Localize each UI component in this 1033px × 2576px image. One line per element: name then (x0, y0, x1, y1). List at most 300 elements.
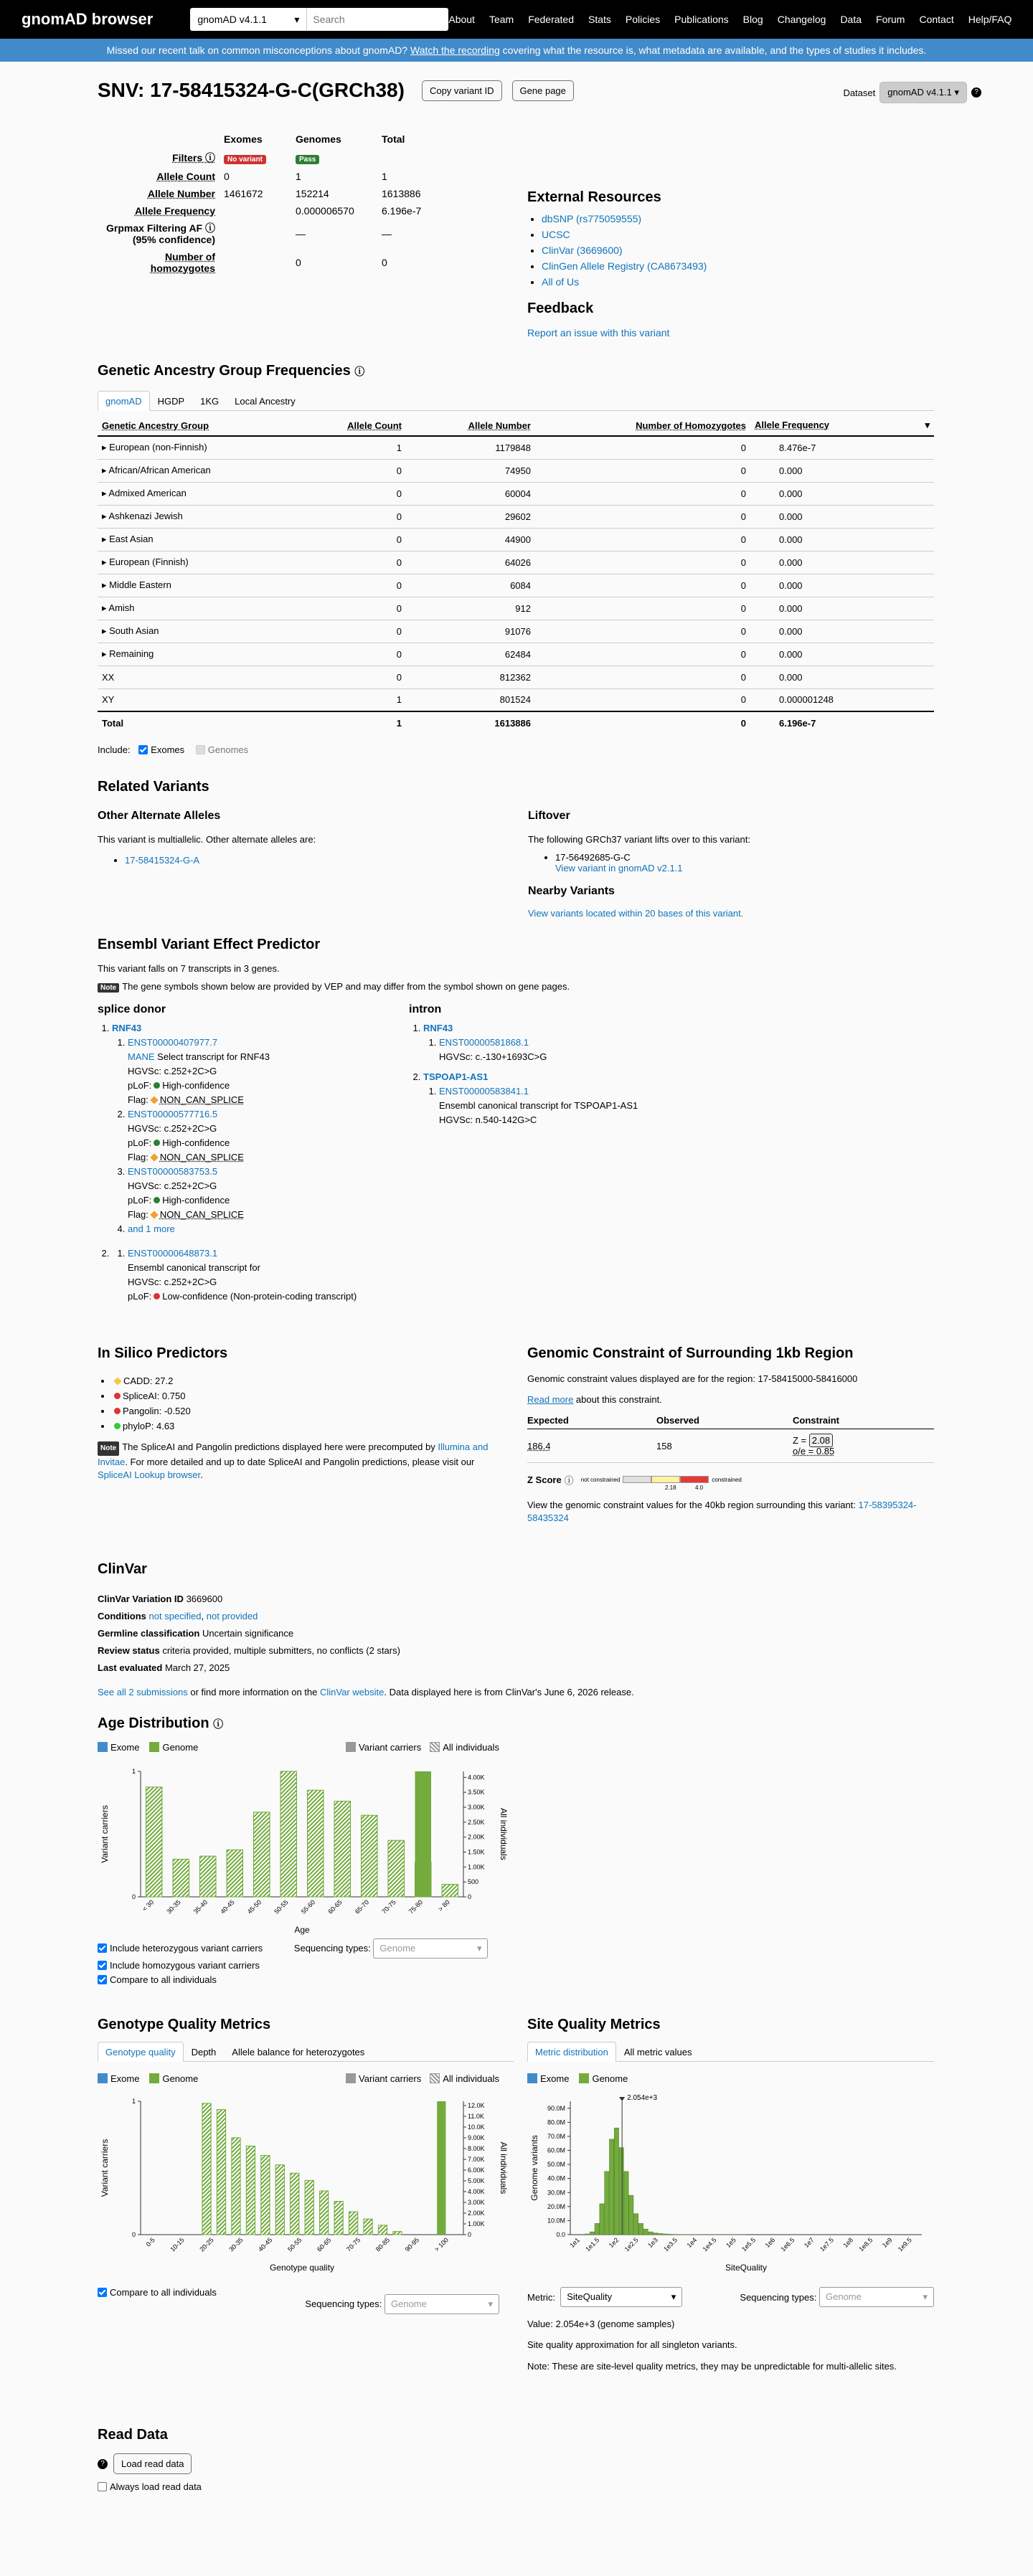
nav-policies[interactable]: Policies (625, 14, 661, 25)
group-name-cell: ▸ European (Finnish) (98, 551, 313, 574)
y-axis-label: Variant carriers (100, 1805, 110, 1863)
frequency-summary-table: Exomes Genomes Total Filters ⓘ No variant Pass Allele Count 0 1 1 Allele Number 1461672 152214 1613886 Allele Frequency 0.000006570 6.196e-7 Grpmax Filtering AF ⓘ (95% confidence) — — Number of homozygotes 0 0 (98, 131, 463, 277)
expand-icon[interactable]: ▸ (102, 579, 110, 590)
y-tick-label: 60.0M (547, 2146, 565, 2154)
y2-tick-label: 8.00K (468, 2145, 485, 2152)
condition-link[interactable]: not specified (148, 1611, 202, 1621)
tab-allele-balance[interactable]: Allele balance for heterozygotes (232, 2047, 365, 2058)
value-cell: 0 (313, 459, 406, 482)
x-tick-label: 40-45 (219, 1898, 236, 1916)
total-cell: 1 (313, 711, 406, 734)
include-homozygous-checkbox[interactable] (98, 1961, 107, 1970)
x-tick-label: 65-70 (353, 1898, 371, 1916)
help-icon[interactable]: ? (971, 87, 981, 98)
sq-sequencing-type-select[interactable]: Genome ▾ (819, 2287, 934, 2307)
read-more-link[interactable]: Read more (527, 1394, 574, 1405)
group-name-cell: ▸ European (non-Finnish) (98, 436, 313, 459)
transcript-link[interactable]: ENST00000583841.1 (439, 1086, 529, 1097)
transcript-link[interactable]: ENST00000407977.7 (128, 1037, 218, 1048)
predictor-flag-icon (113, 1377, 121, 1385)
expand-icon[interactable]: ▸ (102, 602, 109, 613)
y2-tick-label: 4.00K (468, 1774, 485, 1781)
y-tick-label: 90.0M (547, 2104, 565, 2112)
expand-icon[interactable]: ▸ (102, 557, 110, 567)
transcript-link[interactable]: ENST00000577716.5 (128, 1109, 218, 1119)
help-icon[interactable]: ⓘ (354, 366, 365, 377)
gq-sequencing-type-select[interactable]: Genome ▾ (385, 2294, 499, 2314)
expand-icon[interactable]: ▸ (102, 442, 110, 453)
y-tick-label: 40.0M (547, 2174, 565, 2182)
include-exomes-checkbox[interactable] (138, 745, 148, 754)
value-cell: 0 (313, 620, 406, 643)
dataset-select[interactable]: gnomAD v4.1.1 ▾ (190, 8, 307, 31)
x-axis-label: Genotype quality (269, 2263, 335, 2273)
exome-legend-swatch (98, 2073, 108, 2083)
x-tick-label: 30-35 (227, 2236, 245, 2253)
include-heterozygous-checkbox[interactable] (98, 1943, 107, 1953)
all-individuals-bar (254, 1812, 270, 1897)
value-marker-icon (619, 2097, 625, 2101)
exome-legend-swatch (98, 1742, 108, 1752)
spliceai-lookup-link[interactable]: SpliceAI Lookup browser (98, 1469, 201, 1480)
nearby-variants-link[interactable]: View variants located within 20 bases of this variant. (528, 908, 744, 919)
site-quality-section: Site Quality Metrics Metric distribution All metric values Exome Genome 0.0 10.0M 20.0M 30.0M 40.0M 50.0M 60.0M 70.0M 80.0M 90.0M 2.054e+3 1e1 1e1.5 1e2 1e2.5 1e3 1e3.5 1e4 1e4.5 1e5 1e5.5 1e6 1e6.5 1e7 1e7.5 1e8 1e8.5 1e9 1e9.5 SiteQuality Genome variants Metric: SiteQuality ▾ Sequencing types: Genome ▾ Value: 2.054e+3 (genome samples) Site quality approximation for all singleton variants. Note: These are site-level quality metrics, they may be unpredictable for multi-allelic sites. (527, 2017, 934, 2373)
clingen-link[interactable]: ClinGen Allele Registry (CA8673493) (542, 260, 707, 272)
search-input[interactable] (307, 9, 448, 30)
group-name-cell: ▸ South Asian (98, 620, 313, 643)
group-name-cell: XX (98, 666, 313, 688)
y2-tick-label: 5.00K (468, 2177, 485, 2184)
y2-tick-label: 3.00K (468, 2199, 485, 2206)
predictor-flag-icon (114, 1393, 121, 1399)
announcement-banner: Missed our recent talk on common misconceptions about gnomAD? Watch the recording covering what the resource is, what metadata are available, and the types of studies it includes. (0, 39, 1033, 62)
value-cell: 0.000 (750, 528, 934, 551)
nav-publications[interactable]: Publications (674, 14, 729, 25)
high-confidence-icon (154, 1140, 160, 1146)
value-cell: 0.000 (750, 459, 934, 482)
y-tick-label: 20.0M (547, 2202, 565, 2210)
value-cell: 0 (313, 666, 406, 688)
x-tick-label: 75-80 (407, 1898, 425, 1916)
value-cell: 6084 (406, 574, 535, 597)
table-row[interactable] (98, 620, 934, 643)
all-individuals-bar (362, 1815, 378, 1897)
all-submissions-link[interactable]: See all 2 submissions (98, 1687, 188, 1697)
expand-icon[interactable]: ▸ (102, 465, 109, 475)
col-homozygotes[interactable]: Number of Homozygotes (535, 415, 750, 436)
genome-legend-swatch (149, 2073, 159, 2083)
site-quality-bar (643, 2229, 648, 2235)
table-row[interactable] (98, 436, 934, 459)
value-cell: 0 (313, 643, 406, 666)
x-tick-label: 1e3 (646, 2236, 659, 2250)
nav-about[interactable]: About (448, 14, 475, 25)
high-confidence-icon (154, 1082, 160, 1089)
gene-link-rnf43[interactable]: RNF43 (112, 1023, 142, 1033)
warning-icon (150, 1096, 158, 1104)
liftover-link[interactable]: View variant in gnomAD v2.1.1 (555, 863, 683, 873)
group-name-cell: ▸ Middle Eastern (98, 574, 313, 597)
age-histogram (98, 1757, 514, 1936)
x-tick-label: 1e3.5 (662, 2236, 679, 2253)
col-allele-frequency[interactable]: Allele Frequency ▾ (750, 415, 934, 436)
table-row[interactable] (98, 666, 934, 688)
value-cell: 0 (535, 688, 750, 711)
all-individuals-legend-swatch (430, 1742, 440, 1752)
tab-1kg[interactable]: 1KG (200, 396, 220, 407)
tab-hgdp[interactable]: HGDP (157, 396, 185, 407)
col-allele-number[interactable]: Allele Number (406, 415, 535, 436)
warning-icon (150, 1153, 158, 1161)
variant-header (98, 79, 574, 102)
table-row[interactable] (98, 643, 934, 666)
y2-tick-label: 6.00K (468, 2167, 485, 2174)
dataset-switcher: Dataset gnomAD v4.1.1 ▾ ? (843, 82, 981, 103)
site-logo[interactable]: gnomAD browser (22, 10, 154, 28)
tab-all-metric-values[interactable]: All metric values (623, 2047, 692, 2058)
all-individuals-bar (334, 1801, 351, 1897)
value-cell: 812362 (406, 666, 535, 688)
site-quality-bar (614, 2128, 618, 2235)
expand-icon[interactable]: ▸ (102, 511, 109, 521)
value-cell: 0.000 (750, 597, 934, 620)
x-tick-label: 1e8 (841, 2236, 855, 2250)
mane-link[interactable]: MANE (128, 1051, 155, 1062)
clinvar-website-link[interactable]: ClinVar website (320, 1687, 385, 1697)
table-row[interactable] (98, 505, 934, 528)
help-icon[interactable]: ? (98, 2459, 108, 2469)
value-cell: 29602 (406, 505, 535, 528)
group-name-cell: ▸ Ashkenazi Jewish (98, 505, 313, 528)
include-controls: Include: Exomes Genomes (98, 744, 249, 755)
value-cell: 0 (313, 551, 406, 574)
genome-legend-swatch (149, 1742, 159, 1752)
col-allele-count[interactable]: Allele Count (313, 415, 406, 436)
x-tick-label: < 30 (141, 1898, 156, 1913)
all-individuals-bar (280, 1771, 297, 1897)
show-more-transcripts-link[interactable]: and 1 more (128, 1223, 175, 1234)
site-quality-bar (624, 2172, 628, 2235)
all-individuals-bar (217, 2110, 225, 2235)
value-cell: 0.000 (750, 620, 934, 643)
site-quality-bar (659, 2233, 663, 2235)
chevron-down-icon: ▾ (294, 13, 300, 25)
ancestry-section: Genetic Ancestry Group Frequencies ⓘ gnomAD HGDP 1KG Local Ancestry Genetic Ancestry Group Allele Count Allele Number Number of Homozygotes Allele Frequency ▾ ▸ European (non-Finnish) 1 1179848 0 8.476e-7 ▸ African/African American 0 74950 0 0.000 ▸ Admixed American 0 60004 0 0.000 ▸ Ashkenazi Jewish 0 29602 0 0.000 ▸ East Asian 0 44900 0 0.000 ▸ European (Finnish) 0 64026 0 0.000 ▸ Middle Eastern 0 6084 0 0.000 ▸ Amish 0 912 0 0.000 ▸ South Asian 0 91076 0 0.000 ▸ Remaining 0 62484 0 0.000 XX 0 812362 0 0.000 XY 1 801524 0 0.000001248 Total 1 1613886 0 6.196e-7 Include: Exomes Genomes (98, 363, 934, 755)
site-quality-bar (600, 2204, 604, 2235)
all-individuals-bar (291, 2173, 299, 2235)
load-read-data-button[interactable]: Load read data (113, 2453, 192, 2474)
nav-blog[interactable]: Blog (742, 14, 763, 25)
nav-stats[interactable]: Stats (588, 14, 611, 25)
allele-frequency-row: Allele Frequency 0.000006570 6.196e-7 (134, 205, 422, 217)
y-tick-label: 1 (131, 1768, 136, 1775)
x-tick-label: 1e5 (725, 2236, 737, 2250)
region-constraint-link[interactable]: 17-58395324-58435324 (527, 1500, 917, 1523)
genome-filter-badge: Pass (296, 155, 319, 164)
value-cell: 1 (313, 688, 406, 711)
site-quality-histogram (527, 2087, 934, 2281)
value-cell: 60004 (406, 482, 535, 505)
site-quality-bar (668, 2234, 672, 2235)
nav-changelog[interactable]: Changelog (777, 14, 826, 25)
all-individuals-bar (364, 2219, 372, 2235)
nav-data[interactable]: Data (840, 14, 862, 25)
condition-link[interactable]: not provided (206, 1611, 258, 1621)
x-tick-label: 1e2.5 (623, 2236, 640, 2253)
genome-legend-swatch (579, 2073, 589, 2083)
metric-select[interactable]: SiteQuality ▾ (560, 2287, 682, 2307)
x-tick-label: 1e4.5 (701, 2236, 718, 2253)
variant-carrier-bar (415, 1771, 432, 1897)
y2-tick-label: 9.00K (468, 2134, 485, 2141)
in-silico-section: In Silico Predictors • CADD: 27.2 • SpliceAI: 0.750 • Pangolin: -0.520 • phyloP: 4.63 Note The SpliceAI and Pangolin predictions displayed here were precomputed by Illumina and Invitae. For more detailed and up to date SpliceAI and Pangolin predictions, please visit our SpliceAI Lookup browser. (98, 1345, 499, 1482)
help-icon[interactable]: ⓘ (205, 152, 215, 164)
nav-forum[interactable]: Forum (876, 14, 905, 25)
group-name-cell: ▸ East Asian (98, 528, 313, 551)
site-quality-bar (648, 2232, 653, 2235)
alternate-allele-link[interactable]: 17-58415324-G-A (125, 855, 200, 866)
value-cell: 0.000 (750, 574, 934, 597)
value-cell: 0 (535, 482, 750, 505)
value-cell: 0 (535, 574, 750, 597)
x-tick-label: 1e9 (880, 2236, 894, 2250)
value-cell: 0 (535, 459, 750, 482)
expand-icon[interactable]: ▸ (102, 625, 110, 636)
transcript-link[interactable]: ENST00000583753.5 (128, 1166, 218, 1177)
x-tick-label: 45-50 (245, 1898, 263, 1916)
search-box (190, 8, 448, 31)
table-row[interactable] (98, 574, 934, 597)
transcript-link[interactable]: ENST00000581868.1 (439, 1037, 529, 1048)
allele-number-row: Allele Number 1461672 152214 1613886 (147, 188, 421, 199)
z-score-value: 2.08 (809, 1434, 833, 1447)
external-resources: External Resources • dbSNP (rs775059555) • UCSC • ClinVar (3669600) • ClinGen Allele Registry (CA8673493) • All of Us Feedback Report an issue with this variant (527, 189, 929, 338)
value-cell: 0 (535, 643, 750, 666)
table-row[interactable] (98, 482, 934, 505)
illumina-invitae-link[interactable]: Illumina and Invitae (98, 1441, 489, 1467)
genotype-quality-section: Genotype Quality Metrics Genotype quality Depth Allele balance for heterozygotes Exome Genome Variant carriers All individuals 0 1 0 1.00K 2.00K 3.00K 4.00K 5.00K 6.00K 7.00K 8.00K 9.00K 10.0K 11.0K 12.0K 0-5 10-15 20-25 30-35 40-45 50-55 60-65 70-75 80-85 90-95 > 100 Genotype quality Variant carriers All individuals Compare to all individuals Sequencing types: Genome ▾ (98, 2017, 514, 2314)
table-row[interactable] (98, 551, 934, 574)
all-individuals-bar (305, 2180, 313, 2235)
help-icon[interactable]: ⓘ (564, 1474, 574, 1486)
all-individuals-legend-swatch (430, 2073, 440, 2083)
x-tick-label: 20-25 (198, 2236, 215, 2253)
col-group[interactable]: Genetic Ancestry Group (98, 415, 313, 436)
value-cell: 0 (535, 505, 750, 528)
ancestry-table (98, 415, 934, 734)
all-individuals-bar (388, 1840, 405, 1897)
nav-help[interactable]: Help/FAQ (968, 14, 1012, 25)
value-cell: 0 (313, 597, 406, 620)
y2-tick-label: 4.00K (468, 2188, 485, 2195)
y-tick-label: 1 (131, 2098, 136, 2105)
x-tick-label: 30-35 (165, 1898, 182, 1916)
ucsc-link[interactable]: UCSC (542, 229, 570, 240)
copy-variant-id-button[interactable]: Copy variant ID (422, 80, 502, 101)
site-quality-bar (595, 2223, 599, 2235)
all-individuals-bar (202, 2103, 211, 2235)
value-cell: 0 (535, 528, 750, 551)
site-quality-bar (638, 2223, 643, 2235)
x-tick-label: 1e6.5 (779, 2236, 796, 2253)
intron-column: intron 1. RNF43 1. ENST00000581868.1 HGVSc: c.-130+1693C>G 2. TSPOAP1-AS1 1. ENST00000583841.1 Ensembl canonical transcript for TSPOAP1-AS1 HGVSc: n.540-142G>C (409, 1003, 638, 1307)
y2-tick-label: 3.50K (468, 1789, 485, 1796)
x-tick-label: 50-55 (273, 1898, 290, 1916)
value-cell: 64026 (406, 551, 535, 574)
homozygotes-row: Number of homozygotes 0 0 (150, 251, 387, 274)
value-cell: 1179848 (406, 436, 535, 459)
site-quality-bar (633, 2214, 638, 2235)
dbsnp-link[interactable]: dbSNP (rs775059555) (542, 213, 642, 224)
gq-compare-all-checkbox[interactable] (98, 2288, 107, 2297)
y2-axis-label: All individuals (499, 1808, 509, 1860)
x-tick-label: 1e7.5 (818, 2236, 835, 2253)
variant-carrier-bar (437, 2101, 445, 2235)
value-cell: 91076 (406, 620, 535, 643)
allele-count-row: Allele Count 0 1 1 (156, 171, 387, 182)
nav-federated[interactable]: Federated (528, 14, 575, 25)
all-individuals-bar (349, 2212, 357, 2235)
genotype-quality-histogram (98, 2087, 514, 2281)
help-icon[interactable]: ⓘ (205, 222, 215, 234)
value-cell: 0 (313, 528, 406, 551)
y-axis-label: Variant carriers (100, 2139, 110, 2197)
group-name-cell: ▸ Admixed American (98, 482, 313, 505)
x-tick-label: 80-85 (374, 2236, 392, 2253)
age-sequencing-type-select[interactable]: Genome ▾ (373, 1938, 488, 1959)
total-row (98, 711, 934, 734)
table-row[interactable] (98, 459, 934, 482)
page-title: SNV: 17-58415324-G-C(GRCh38) (98, 79, 405, 101)
x-tick-label: 10-15 (169, 2236, 186, 2253)
clinvar-link[interactable]: ClinVar (3669600) (542, 245, 623, 256)
value-cell: 0.000001248 (750, 688, 934, 711)
all-individuals-bar (261, 2156, 270, 2235)
help-icon[interactable]: ⓘ (213, 1718, 224, 1730)
value-cell: 0 (535, 551, 750, 574)
transcript-link[interactable]: ENST00000648873.1 (128, 1248, 218, 1259)
y2-tick-label: 500 (468, 1878, 479, 1886)
carriers-legend-swatch (346, 1742, 356, 1752)
group-name-cell: ▸ Remaining (98, 643, 313, 666)
tab-gnomad[interactable]: gnomAD (98, 391, 150, 411)
site-quality-bar (663, 2234, 667, 2235)
total-cell: Total (98, 711, 313, 734)
expand-icon[interactable]: ▸ (102, 648, 110, 659)
value-cell: 0 (313, 482, 406, 505)
y2-tick-label: 2.50K (468, 1818, 485, 1826)
expand-icon[interactable]: ▸ (102, 488, 109, 498)
include-genomes-checkbox[interactable] (196, 745, 205, 754)
x-tick-label: 1e5.5 (740, 2236, 758, 2253)
x-tick-label: 60-65 (315, 2236, 333, 2253)
value-cell: 0 (535, 436, 750, 459)
table-row[interactable] (98, 597, 934, 620)
tab-genotype-quality[interactable]: Genotype quality (98, 2042, 184, 2062)
tab-metric-distribution[interactable]: Metric distribution (527, 2042, 616, 2062)
x-tick-label: 40-45 (257, 2236, 274, 2253)
value-cell: 0 (535, 666, 750, 688)
total-cell: 1613886 (406, 711, 535, 734)
x-tick-label: 70-75 (344, 2236, 362, 2253)
y2-tick-label: 10.0K (468, 2123, 485, 2131)
all-individuals-bar (232, 2138, 240, 2235)
gene-link-rnf43[interactable]: RNF43 (423, 1023, 453, 1033)
all-individuals-bar (320, 2191, 329, 2235)
grpmax-row: Grpmax Filtering AF ⓘ (95% confidence) — — (106, 222, 392, 245)
site-quality-bar (654, 2233, 658, 2235)
exome-filter-badge: No variant (224, 155, 266, 164)
gene-link-tspoap1-as1[interactable]: TSPOAP1-AS1 (423, 1071, 489, 1082)
vep-section: Ensembl Variant Effect Predictor This variant falls on 7 transcripts in 3 genes. Note The gene symbols shown below are provided by VEP and may differ from the symbol shown on gene pages. splice donor 1. RNF43 1. ENST00000407977.7 MANE Select transcript for RNF43 HGVSc: c.252+2C>G pLoF: High-confidence Flag: NON_CAN_SPLICE 2. ENST00000577716.5 HGVSc: c.252+2C>G pLoF: High-confidence Flag: NON_CAN_SPLICE 3. ENST00000583753.5 HGVSc: c.252+2C>G pLoF: High-confidence Flag: NON_CAN_SPLICE 4. and 1 more 1. 2. ENST00000648873.1 Ensembl canonical transcript for HGVSc: c.252+2C>G pLoF: Low-confidence (Non-protein-coding transcript) intron 1. RNF43 1. ENST00000581868.1 HGVSc: c.-130+1693C>G 2. TSPOAP1-AS1 1. ENST00000583841.1 Ensembl canonical transcript for TSPOAP1-AS1 HGVSc: n.540-142G>C (98, 937, 934, 1307)
site-quality-bar (619, 2148, 623, 2235)
banner-link[interactable]: Watch the recording (410, 44, 500, 56)
group-name-cell: ▸ Amish (98, 597, 313, 620)
y2-tick-label: 0 (468, 1893, 472, 1900)
group-name-cell: ▸ African/African American (98, 459, 313, 482)
always-load-read-data-checkbox[interactable] (98, 2482, 107, 2491)
tab-depth[interactable]: Depth (191, 2047, 217, 2058)
x-tick-label: 1e8.5 (857, 2236, 874, 2253)
x-tick-label: > 100 (433, 2236, 450, 2253)
related-variants: Related Variants Other Alternate Alleles This variant is multiallelic. Other alternate alleles are: • 17-58415324-G-A Liftover The following GRCh37 variant lifts over to this variant: • 17-56492685-G-C View variant in gnomAD v2.1.1 Nearby Variants View variants located within 20 bases of this variant. (98, 779, 934, 919)
total-cell: 0 (535, 711, 750, 734)
high-confidence-icon (154, 1197, 160, 1203)
age-compare-all-checkbox[interactable] (98, 1975, 107, 1984)
group-name-cell: XY (98, 688, 313, 711)
nav-contact[interactable]: Contact (919, 14, 954, 25)
tab-local-ancestry[interactable]: Local Ancestry (235, 396, 296, 407)
predictor-flag-icon (114, 1423, 121, 1429)
site-quality-bar (590, 2232, 594, 2235)
report-issue-link[interactable]: Report an issue with this variant (527, 327, 670, 338)
carriers-legend-swatch (346, 2073, 356, 2083)
exome-legend-swatch (527, 2073, 537, 2083)
all-individuals-bar (275, 2165, 284, 2235)
ancestry-tabs (98, 391, 934, 411)
x-tick-label: 1e6 (763, 2236, 777, 2250)
predictor-flag-icon (114, 1408, 121, 1414)
age-distribution-section: Age Distribution ⓘ Exome Genome Variant carriers All individuals 0 1 0 500 1.00K 1.50K 2.00K 2.50K 3.00K 3.50K 4.00K < 30 30-35 35-40 40-45 45-50 50-55 55-60 60-65 65-70 70-75 75-80 > 80 Age Variant carriers All individuals Include heterozygous variant carriers Sequencing types: Genome ▾ Include homozygous variant carriers Compare to all individuals (98, 1715, 514, 1987)
table-row[interactable] (98, 688, 934, 711)
x-tick-label: 55-60 (299, 1898, 317, 1916)
y2-tick-label: 1.00K (468, 1863, 485, 1871)
gene-page-button[interactable]: Gene page (512, 80, 574, 101)
y2-tick-label: 2.00K (468, 1833, 485, 1841)
main-content (0, 62, 1033, 2576)
constraint-section: Genomic Constraint of Surrounding 1kb Region Genomic constraint values displayed are for the region: 17-58415000-58416000 Read more about this constraint. Expected Observed Constraint 186.4 158 Z = 2.08 o/e = 0.85 Z Score ⓘ not constrained constrained 2.18 4.0 View the genomic constraint values for the 40kb region surrounding this variant: 17-58395324-58435324 (527, 1345, 934, 1525)
table-row[interactable] (98, 528, 934, 551)
all-of-us-link[interactable]: All of Us (542, 276, 580, 288)
nav-team[interactable]: Team (489, 14, 514, 25)
expand-icon[interactable]: ▸ (102, 534, 110, 544)
sort-icon: ▾ (925, 420, 930, 430)
all-individuals-bar (442, 1885, 458, 1898)
low-confidence-icon (154, 1293, 160, 1299)
y-tick-label: 0.0 (556, 2231, 565, 2238)
dataset-dropdown[interactable]: gnomAD v4.1.1 ▾ (879, 82, 967, 103)
value-cell: 1 (313, 436, 406, 459)
y2-tick-label: 0 (468, 2231, 472, 2238)
all-individuals-bar (246, 2146, 255, 2235)
clinvar-section: ClinVar ClinVar Variation ID 3669600 Conditions not specified, not provided Germline classification Uncertain significance Review status criteria provided, multiple submitters, no conflicts (2 stars) Last evaluated March 27, 2025 See all 2 submissions or find more information on the ClinVar website. Data displayed here is from ClinVar's June 6, 2026 release. (98, 1561, 634, 1697)
y-axis-label: Genome variants (529, 2135, 539, 2201)
value-marker-label: 2.054e+3 (627, 2094, 658, 2102)
main-nav (448, 14, 1011, 25)
x-tick-label: 1e9.5 (896, 2236, 913, 2253)
all-individuals-bar (334, 2202, 343, 2235)
x-axis-label: SiteQuality (725, 2263, 768, 2273)
